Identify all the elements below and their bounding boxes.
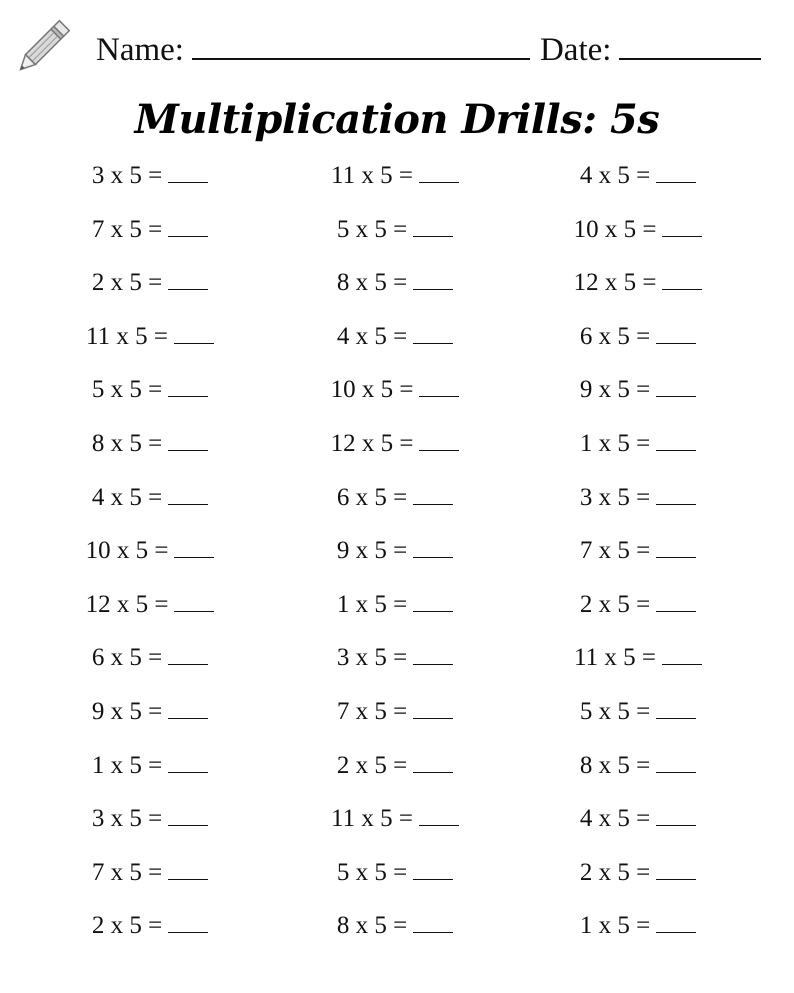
problem-item [92,374,208,406]
problem-item [574,267,703,299]
answer-blank[interactable] [656,537,696,558]
problem-text: 1 x 5 = [579,430,651,457]
answer-blank[interactable] [413,537,453,558]
problem-item [337,214,453,246]
problem-text: 9 x 5 = [579,376,651,404]
answer-blank[interactable] [168,698,208,719]
problem-text: 3 x 5 = [91,805,163,833]
answer-blank[interactable] [413,859,453,880]
problem-text: 8 x 5 = [336,912,408,940]
problem-text: 8 x 5 = [336,269,408,297]
problem-text: 7 x 5 = [579,537,651,565]
problem-text: 3 x 5 = [91,162,163,189]
answer-blank[interactable] [168,912,208,933]
answer-blank[interactable] [413,644,453,665]
problem-text: 5 x 5 = [91,376,163,404]
problem-item [92,482,208,514]
problem-text: 2 x 5 = [579,590,651,618]
answer-blank[interactable] [174,537,214,558]
answer-blank[interactable] [662,269,702,290]
problem-text: 2 x 5 = [91,912,163,940]
problem-item [580,482,696,514]
answer-blank[interactable] [656,698,696,719]
problem-text: 12 x 5 = [85,590,169,618]
problem-item [337,750,453,782]
problem-text: 7 x 5 = [91,858,163,886]
answer-blank[interactable] [419,162,459,183]
problem-text: 4 x 5 = [91,483,163,511]
answer-blank[interactable] [413,269,453,290]
problem-item [86,535,215,567]
answer-blank[interactable] [174,591,214,612]
answer-blank[interactable] [656,591,696,612]
problem-text: 5 x 5 = [579,698,651,725]
problem-item [580,857,696,889]
answer-blank[interactable] [419,805,459,826]
problem-text: 12 x 5 = [573,269,657,297]
answer-blank[interactable] [168,162,208,183]
problem-text: 6 x 5 = [91,644,163,672]
answer-blank[interactable] [662,644,702,665]
answer-blank[interactable] [168,752,208,773]
problem-item [331,374,460,406]
problem-text: 11 x 5 = [574,644,656,672]
problem-text: 4 x 5 = [336,322,408,350]
problem-item [337,321,453,353]
name-label: Name: [96,32,184,68]
date-field[interactable] [619,30,761,60]
answer-blank[interactable] [168,430,208,451]
problem-text: 8 x 5 = [91,430,163,457]
problem-text: 2 x 5 = [579,858,651,886]
problem-item [86,589,215,621]
problem-item [92,160,208,192]
problem-item [337,482,453,514]
problem-item [580,321,696,353]
problem-item [580,589,696,621]
problem-text: 1 x 5 = [579,912,651,940]
answer-blank[interactable] [168,805,208,826]
problem-item [331,160,459,192]
page-title: Multiplication Drills: 5s [134,96,660,143]
problem-item [86,321,214,353]
problem-item [337,535,453,567]
problem-item [337,589,453,621]
problem-text: 5 x 5 = [336,215,408,243]
problem-item [574,642,702,674]
answer-blank[interactable] [413,698,453,719]
problem-text: 10 x 5 = [330,376,414,404]
problem-text: 3 x 5 = [579,483,651,511]
answer-blank[interactable] [168,376,208,397]
problem-text: 7 x 5 = [91,215,163,243]
problem-text: 4 x 5 = [579,805,651,833]
answer-blank[interactable] [656,805,696,826]
answer-blank[interactable] [168,216,208,237]
name-field[interactable] [192,30,530,60]
problem-item [92,803,208,835]
problem-item [337,696,453,728]
problem-text: 6 x 5 = [336,483,408,511]
problem-item [580,160,696,192]
problem-item [92,267,208,299]
pencil-icon [10,18,72,80]
answer-blank[interactable] [168,859,208,880]
problem-text: 2 x 5 = [91,269,163,297]
answer-blank[interactable] [413,591,453,612]
problem-item [92,910,208,942]
problem-text: 10 x 5 = [573,215,657,243]
problem-text: 4 x 5 = [579,162,651,189]
header-row [96,30,761,69]
problem-text: 5 x 5 = [336,858,408,886]
answer-blank[interactable] [656,376,696,397]
answer-blank[interactable] [656,752,696,773]
answer-blank[interactable] [419,376,459,397]
problem-text: 11 x 5 = [331,805,413,833]
answer-blank[interactable] [656,323,696,344]
problem-item [92,642,208,674]
problem-item [92,696,208,728]
problem-text: 11 x 5 = [331,162,413,189]
answer-blank[interactable] [656,430,696,451]
answer-blank[interactable] [656,162,696,183]
problem-item [580,535,696,567]
answer-blank[interactable] [174,323,214,344]
answer-blank[interactable] [413,484,453,505]
answer-blank[interactable] [656,912,696,933]
problem-item [337,857,453,889]
problem-item [580,803,696,835]
problem-text: 1 x 5 = [91,751,163,779]
problem-item [337,267,453,299]
problem-item [580,428,696,460]
answer-blank[interactable] [662,216,702,237]
problem-item [337,642,453,674]
answer-blank[interactable] [413,216,453,237]
problem-text: 8 x 5 = [579,751,651,779]
problem-text: 6 x 5 = [579,322,651,350]
answer-blank[interactable] [413,323,453,344]
answer-blank[interactable] [656,859,696,880]
answer-blank[interactable] [168,644,208,665]
answer-blank[interactable] [656,484,696,505]
problem-text: 3 x 5 = [336,644,408,672]
answer-blank[interactable] [419,430,459,451]
problem-item [92,428,208,460]
problem-text: 12 x 5 = [330,430,414,457]
problem-item [331,803,459,835]
problem-text: 11 x 5 = [86,322,168,350]
problem-item [331,428,460,460]
problem-text: 1 x 5 = [336,590,408,618]
problem-item [337,910,453,942]
problem-item [92,214,208,246]
problem-item [580,910,696,942]
problem-text: 9 x 5 = [91,698,163,725]
problem-item [580,696,696,728]
problem-item [574,214,703,246]
problem-text: 2 x 5 = [336,751,408,779]
problem-item [580,374,696,406]
problem-item [580,750,696,782]
answer-blank[interactable] [168,484,208,505]
answer-blank[interactable] [168,269,208,290]
problem-text: 10 x 5 = [85,537,169,565]
problem-text: 9 x 5 = [336,537,408,565]
answer-blank[interactable] [413,912,453,933]
problem-item [92,857,208,889]
date-label: Date: [539,32,612,68]
answer-blank[interactable] [413,752,453,773]
problem-item [92,750,208,782]
problem-text: 7 x 5 = [336,698,408,725]
